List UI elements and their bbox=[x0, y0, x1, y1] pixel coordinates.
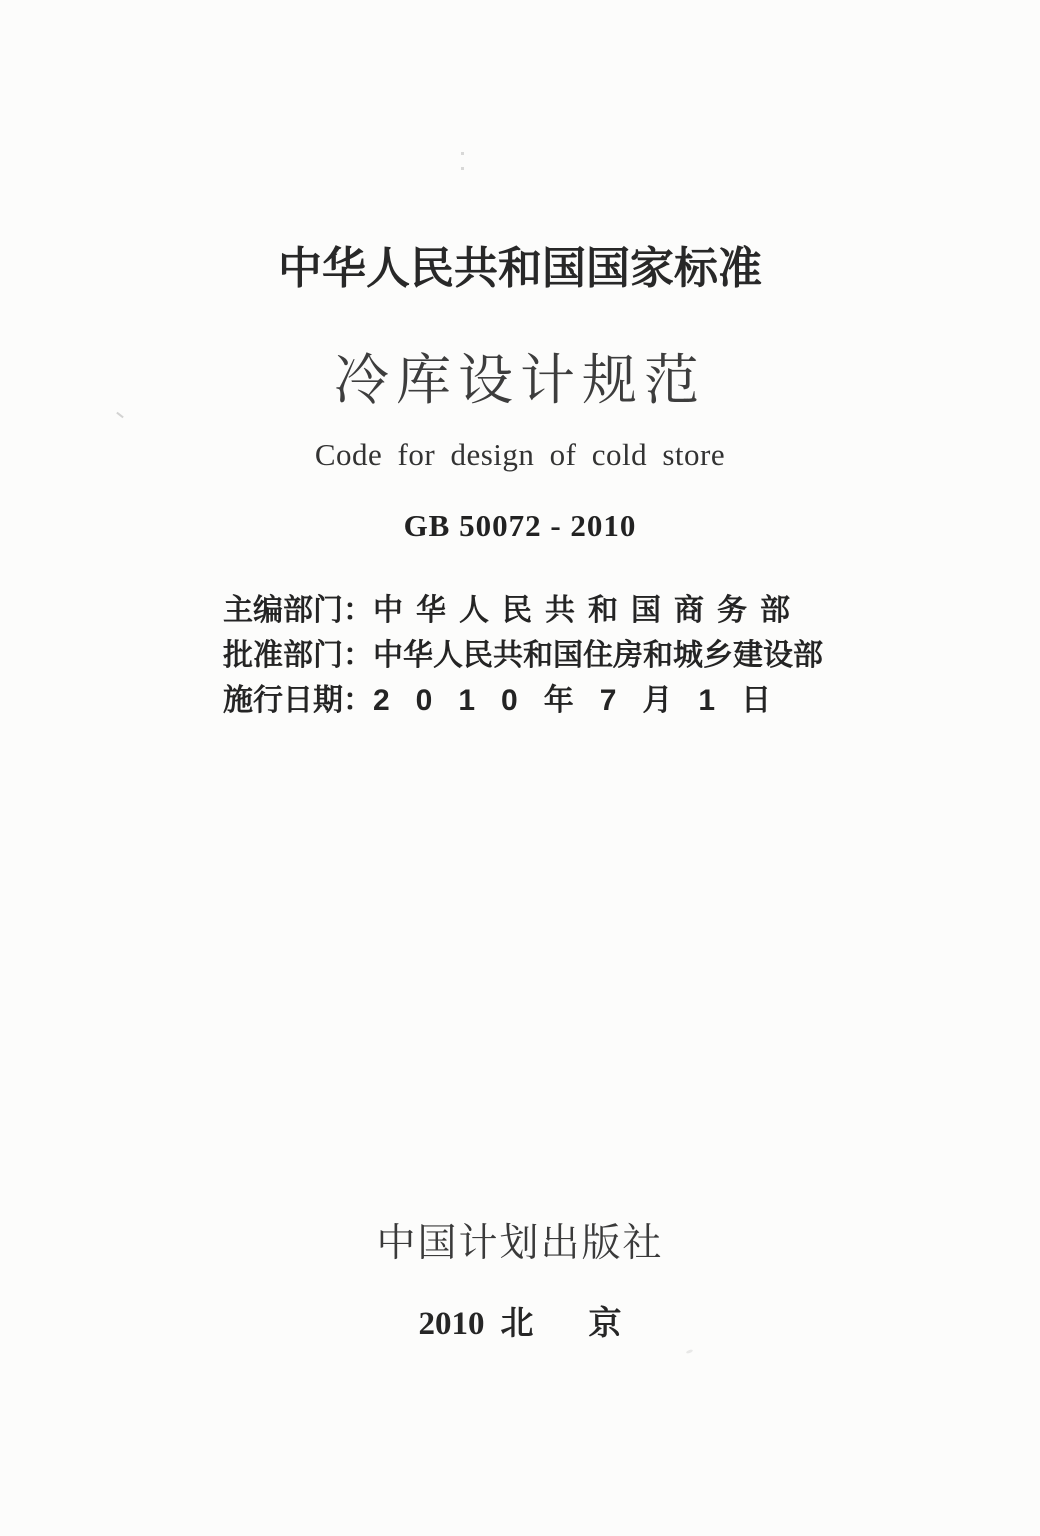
imprint-line bbox=[0, 1297, 1040, 1344]
title-english: Code for design of cold store bbox=[314, 437, 726, 472]
title-chinese: 冷库设计规范 bbox=[333, 350, 706, 411]
publisher-name: 中国计划出版社 bbox=[376, 1222, 664, 1265]
info-value-effective-date: 2010年7月1日 bbox=[373, 684, 798, 717]
info-label-effective-date: 施行日期： bbox=[223, 684, 373, 717]
info-label-approval: 批准部门： bbox=[223, 639, 373, 672]
info-value-approval: 中华人民共和国住房和城乡建设部 bbox=[373, 639, 823, 672]
standard-number: GB 50072 - 2010 bbox=[403, 508, 637, 543]
info-row-approval-dept bbox=[223, 630, 823, 675]
imprint-year: 2010 bbox=[418, 1306, 485, 1342]
scan-artifact bbox=[461, 152, 464, 170]
info-row-effective-date bbox=[223, 675, 817, 720]
info-block bbox=[223, 585, 823, 720]
info-value-chief-editor: 中华人民共和国商务部 bbox=[373, 594, 803, 627]
info-row-chief-editor-dept bbox=[223, 585, 817, 630]
scan-artifact bbox=[686, 1349, 694, 1354]
info-label-chief-editor: 主编部门： bbox=[223, 594, 373, 627]
imprint-city: 北京 bbox=[500, 1304, 677, 1341]
standard-label: 中华人民共和国国家标准 bbox=[278, 244, 762, 293]
